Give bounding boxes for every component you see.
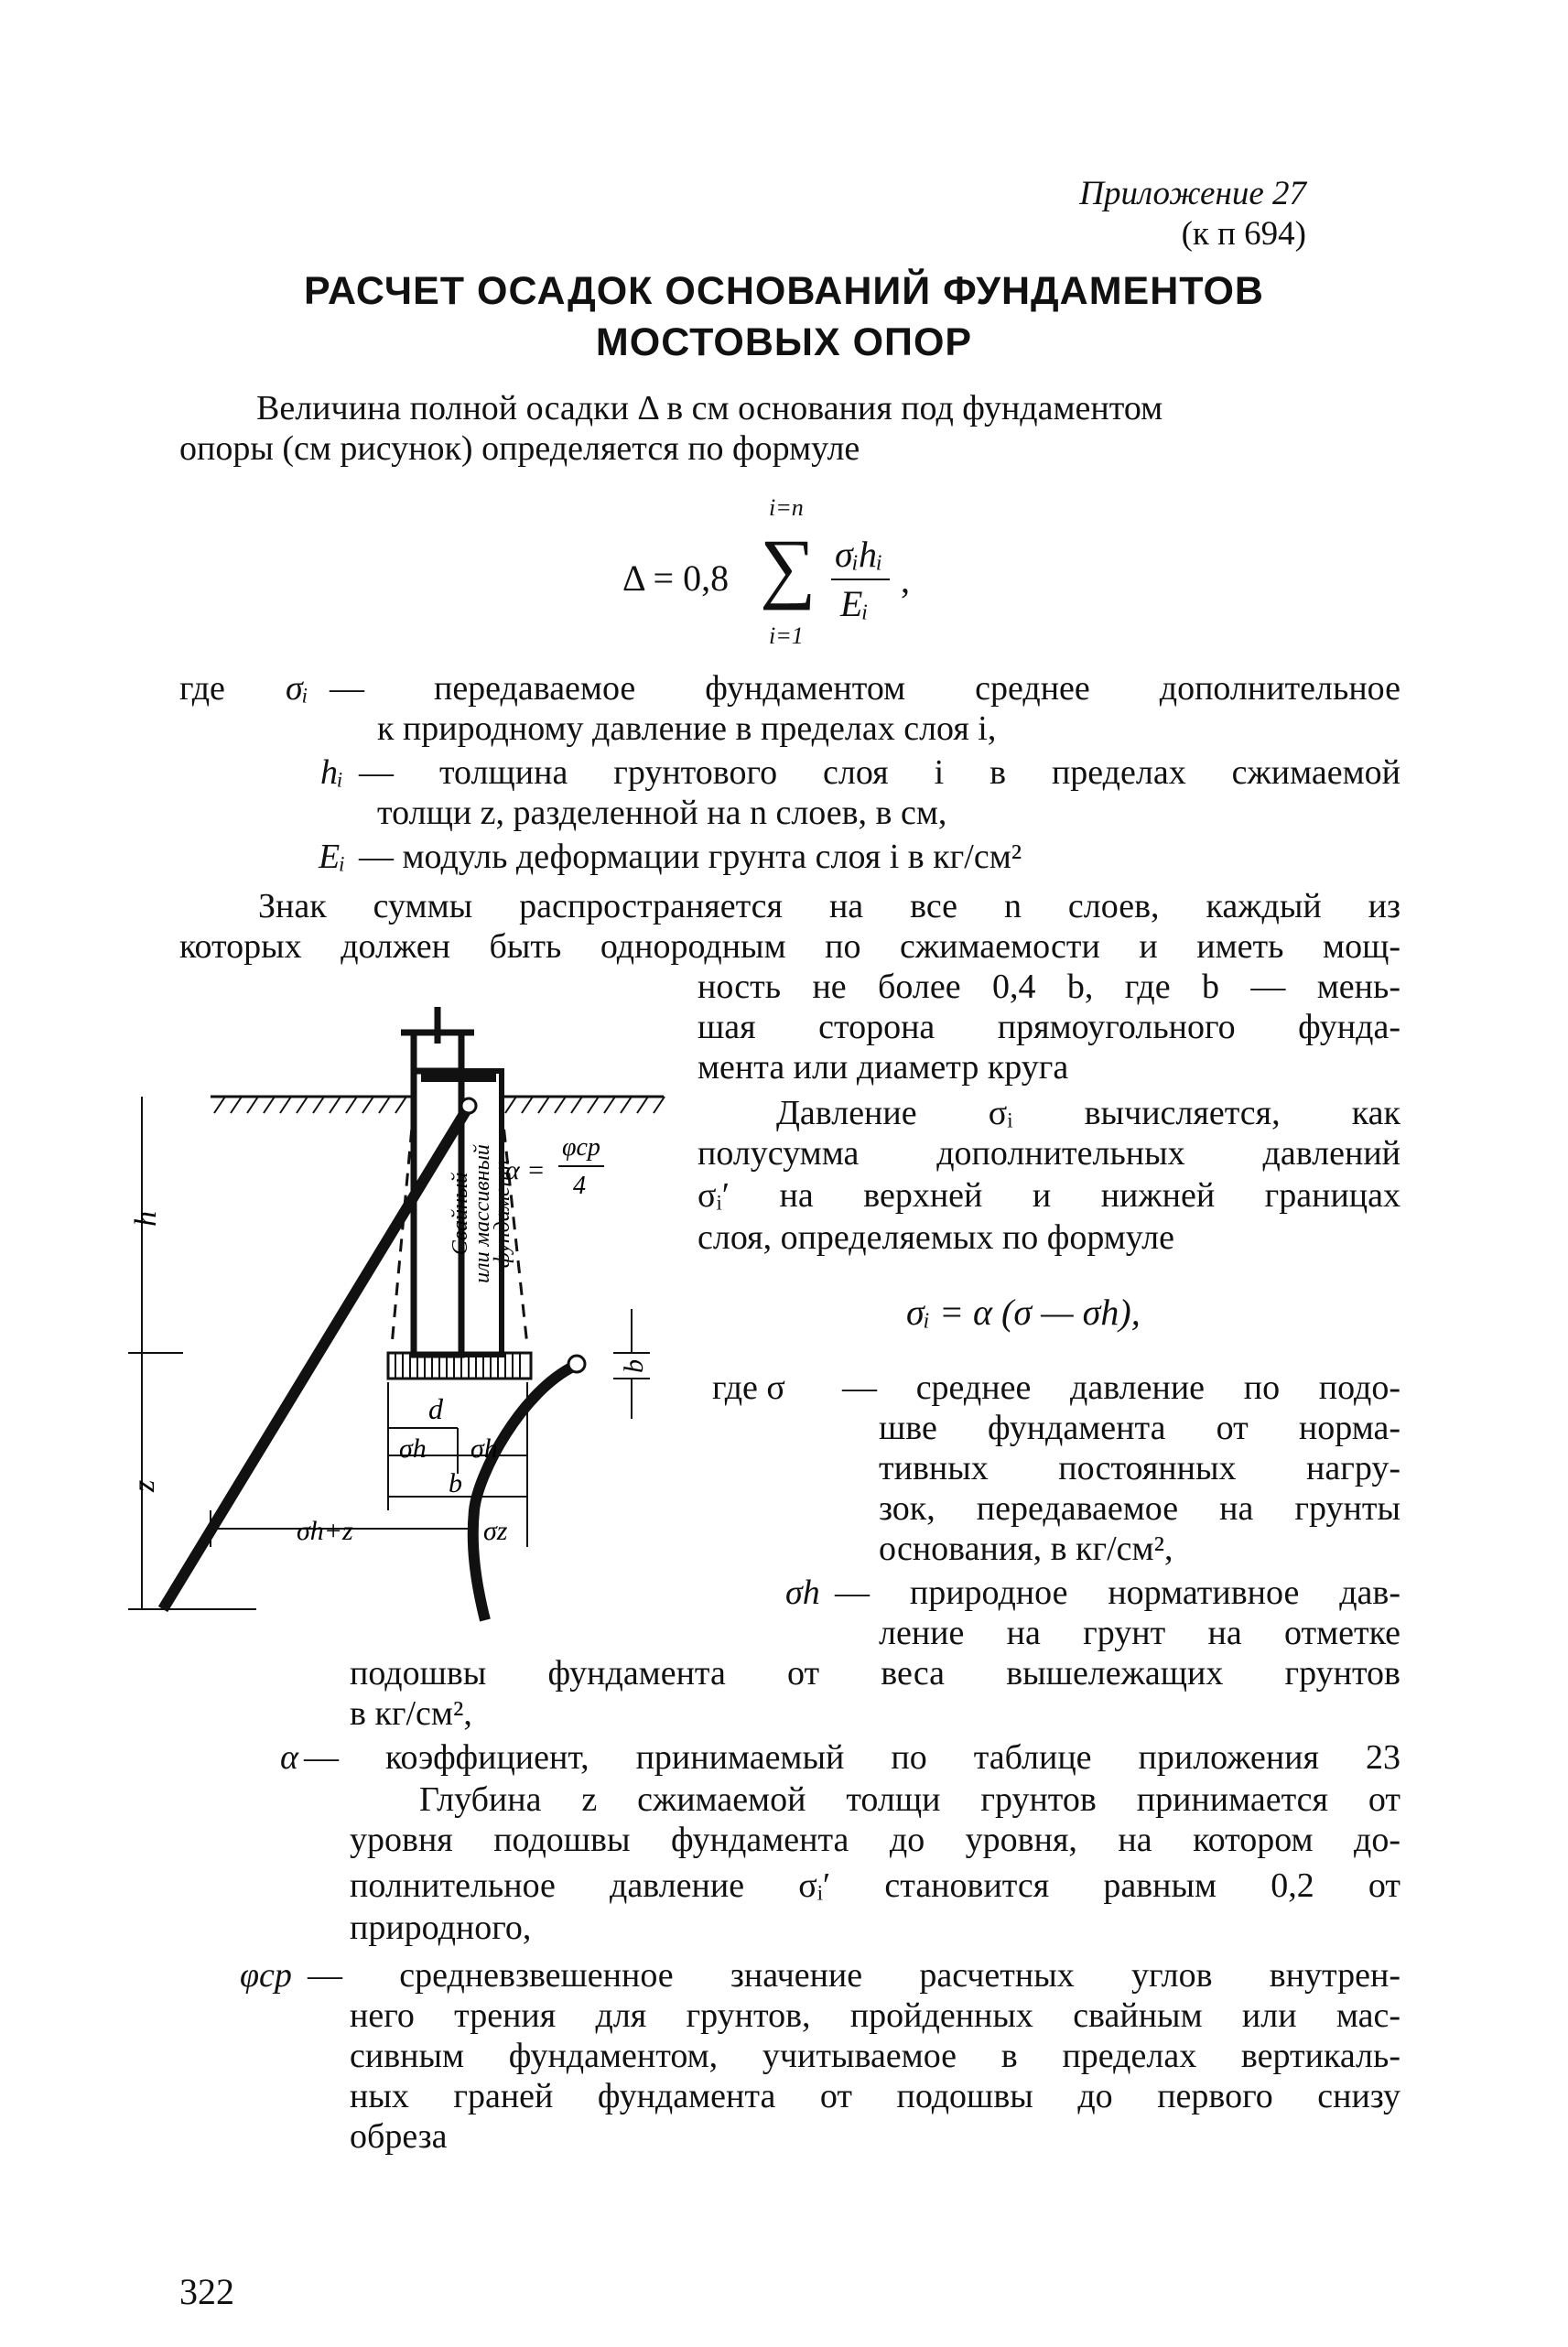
appendix-label: Приложение 27: [1079, 175, 1306, 212]
foundation-settlement-figure: [127, 998, 696, 1639]
intro-paragraph: [179, 388, 1397, 469]
def2-sigma-line-3: тивных постоянных нагру-: [879, 1449, 1400, 1487]
label-z: z: [127, 1479, 161, 1492]
def2-depth-line-4: природного,: [350, 1909, 532, 1947]
additional-pressure-formula: σᵢ = α (σ — σh),: [906, 1292, 1141, 1333]
def2-phi-line-1: — средневзвешенное значение расчетных углов внутрен-: [308, 1956, 1400, 1995]
formula-comma: ,: [901, 559, 910, 600]
label-alpha: α =: [505, 1155, 546, 1185]
def-sigma-symbol: σᵢ: [286, 669, 308, 708]
label-sigma-h-left: σh: [399, 1433, 427, 1464]
def2-phi-line-3: сивным фундаментом, учитываемое в пределах вертикаль-: [350, 2037, 1400, 2075]
def2-depth-line-3: полнительное давление σᵢ′ становится равным 0,2 от: [350, 1866, 1400, 1905]
sum-sign: ∑: [760, 523, 816, 611]
def2-phi-symbol: φср: [240, 1956, 292, 1995]
def-h-symbol: hᵢ: [320, 753, 344, 792]
label-b-side: b: [619, 1359, 649, 1373]
title-line-1: РАСЧЕТ ОСАДОК ОСНОВАНИЙ ФУНДАМЕНТОВ: [304, 269, 1264, 313]
label-d: d: [428, 1392, 443, 1425]
label-sigma-hz: σh+z: [297, 1516, 353, 1546]
label-sigma-h-right: σh: [470, 1433, 498, 1464]
fraction-numerator: σᵢhᵢ: [835, 534, 883, 575]
sum-para-line-1: Знак суммы распространяется на все n слоев, каждый из: [258, 887, 1400, 925]
foundation-cap: [401, 1007, 474, 1071]
additional-pressure-curve: [473, 1366, 575, 1620]
def2-depth-line-2: уровня подошвы фундамента до уровня, на котором до-: [350, 1821, 1400, 1859]
sum-para-line-5: мента или диаметр круга: [697, 1048, 1069, 1087]
appendix-reference: [1079, 174, 1306, 254]
pressure-para-line-1: Давление σᵢ вычисляется, как: [776, 1094, 1400, 1132]
def2-depth-line-1: Глубина z сжимаемой толщи грунтов принимается от: [419, 1780, 1400, 1819]
label-b: b: [449, 1468, 462, 1498]
def2-alpha-symbol: α: [280, 1738, 298, 1777]
label-h: h: [129, 1211, 163, 1227]
pressure-para-line-3: σᵢ′ на верхней и нижней границах: [697, 1176, 1400, 1215]
intro-line-2: опоры (см рисунок) определяется по формуле: [179, 429, 860, 468]
sum-upper-limit: i=n: [769, 494, 804, 521]
fraction-denominator: Eᵢ: [840, 583, 869, 624]
def2-phi-line-2: него трения для грунтов, пройденных свайным или мас-: [350, 1996, 1400, 2035]
def2-sigma-symbol: где σ: [712, 1368, 785, 1407]
foundation-label-2: или массивный: [470, 1144, 494, 1283]
alpha-angle-label: [505, 1133, 604, 1200]
pressure-line-node: [461, 1098, 476, 1113]
page-number: 322: [179, 2271, 234, 2312]
ground-surface: [211, 1097, 665, 1113]
page-title: [0, 265, 1568, 368]
def-E-symbol: Eᵢ: [319, 838, 346, 876]
def2-sigma-line-2: шве фундамента от норма-: [879, 1409, 1400, 1447]
appendix-clause: (к п 694): [1181, 215, 1306, 253]
def2-sigma-h-line-3: подошвы фундамента от веса вышележащих грунтов: [350, 1654, 1400, 1693]
sum-para-line-4: шая сторона прямоугольного фунда-: [697, 1008, 1400, 1046]
settlement-formula: [622, 494, 1007, 650]
label-phi-num: φср: [562, 1133, 600, 1162]
def2-sigma-line-5: основания, в кг/см²,: [879, 1530, 1173, 1568]
foundation-label-1: Свайный: [449, 1172, 472, 1256]
where-label: где: [179, 669, 225, 708]
fraction-bar: [831, 579, 890, 580]
intro-line-1: Величина полной осадки Δ в см основания под фундаментом: [256, 389, 1163, 427]
def2-alpha-line-1: — коэффициент, принимаемый по таблице приложения 23: [304, 1738, 1400, 1777]
def2-sigma-h-symbol: σh: [785, 1574, 820, 1612]
pressure-para-line-4: слоя, определяемых по формуле: [697, 1218, 1174, 1257]
def2-sigma-h-line-2: ление на грунт на отметке: [879, 1614, 1400, 1652]
def2-sigma-line-4: зок, передаваемое на грунты: [879, 1489, 1400, 1528]
def2-sigma-h-line-4: в кг/см²,: [350, 1694, 472, 1733]
sum-para-line-2: которых должен быть однородным по сжимаемости и иметь мощ-: [179, 927, 1400, 966]
def2-phi-line-4: ных граней фундамента от подошвы до первого снизу: [350, 2077, 1400, 2115]
sum-para-line-3: ность не более 0,4 b, где b — мень-: [697, 968, 1400, 1006]
def2-sigma-line-1: — среднее давление по подо-: [842, 1368, 1400, 1407]
def2-phi-line-5: обреза: [350, 2117, 448, 2156]
def-E-text-1: — модуль деформации грунта слоя i в кг/см²: [359, 838, 1022, 876]
def2-sigma-h-line-1: — природное нормативное дав-: [835, 1574, 1400, 1612]
def-h-text-2: толщи z, разделенной на n слоев, в см,: [377, 794, 947, 832]
formula-lhs: Δ = 0,8: [622, 557, 730, 599]
foundation-label-3: фундамент: [491, 1159, 514, 1269]
title-line-2: МОСТОВЫХ ОПОР: [595, 320, 973, 364]
pressure-para-line-2: полусумма дополнительных давлений: [697, 1134, 1400, 1173]
def-sigma-text-1: — передаваемое фундаментом среднее дополнительное: [330, 669, 1400, 708]
label-sigma-z: σz: [483, 1516, 508, 1546]
sum-lower-limit: i=1: [769, 622, 804, 649]
def-h-text-1: — толщина грунтового слоя i в пределах сжимаемой: [359, 753, 1400, 792]
label-phi-den: 4: [573, 1172, 586, 1200]
def-sigma-text-2: к природному давление в пределах слоя i,: [377, 709, 997, 748]
